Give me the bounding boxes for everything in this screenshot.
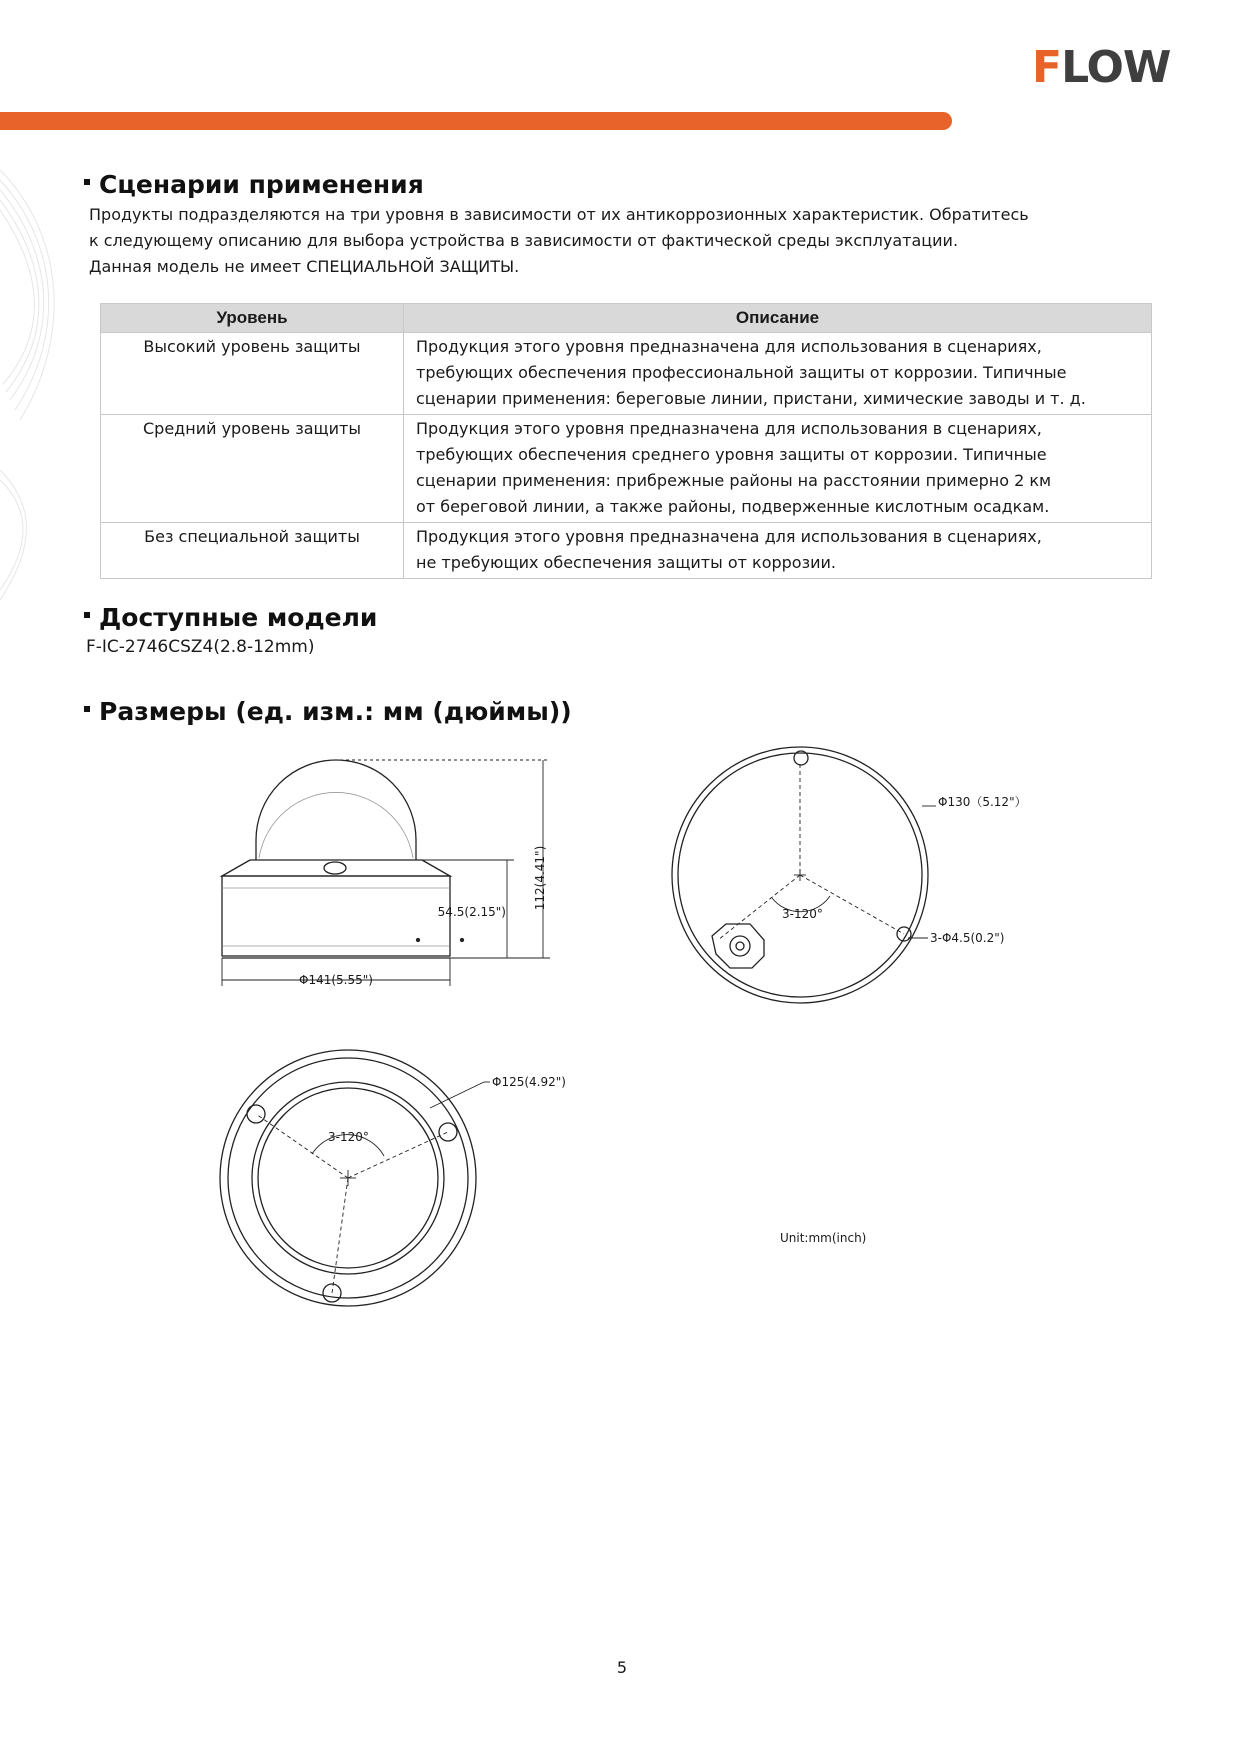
brand-logo: FLOW [1032, 42, 1171, 93]
description-line: сценарии применения: прибрежные районы на расстоянии примерно 2 км [416, 471, 1052, 490]
bottom-view-drawing [208, 1038, 588, 1318]
description-line: от береговой линии, а также районы, подверженные кислотным осадкам. [416, 497, 1050, 516]
model-code: F-IC-2746CSZ4(2.8-12mm) [86, 637, 315, 657]
description-line: требующих обеспечения профессиональной защиты от коррозии. Типичные [416, 363, 1067, 382]
section-title-scenarios: Сценарии применения [84, 170, 424, 199]
dimension-height-total: 112(4.41") [533, 845, 547, 911]
header-accent-bar [0, 112, 952, 130]
table-header-row [101, 304, 1152, 333]
description-line: Продукция этого уровня предназначена для использования в сценариях, [416, 527, 1042, 546]
level-cell: Средний уровень защиты [101, 415, 404, 523]
bullet-icon [84, 612, 90, 618]
bottom-screw [439, 1123, 457, 1141]
intro-paragraph [89, 202, 1089, 280]
intro-line: к следующему описанию для выбора устройства в зависимости от фактической среды эксплуатации. [89, 231, 959, 250]
table-row [101, 333, 1152, 415]
section-title-dimensions: Размеры (ед. изм.: мм (дюймы)) [84, 697, 572, 726]
description-line: Продукция этого уровня предназначена для использования в сценариях, [416, 419, 1042, 438]
dimension-diameter-bottom: Φ125(4.92") [492, 1075, 566, 1089]
table-row [101, 415, 1152, 523]
level-cell: Высокий уровень защиты [101, 333, 404, 415]
page-number: 5 [616, 1658, 628, 1677]
dimension-height-base: 54.5(2.15") [437, 905, 506, 919]
dimension-angle-mount: 3-120° [782, 907, 823, 921]
unit-label: Unit:mm(inch) [780, 1231, 867, 1245]
description-line: Продукция этого уровня предназначена для использования в сценариях, [416, 337, 1042, 356]
dimension-diameter-side: Φ141(5.55") [299, 973, 373, 987]
bottom-screw [323, 1284, 341, 1302]
description-cell [404, 333, 1152, 415]
bullet-icon [84, 706, 90, 712]
dome-outline [256, 760, 416, 860]
dimension-holes: 3-Φ4.5(0.2") [930, 931, 1005, 945]
level-cell: Без специальной защиты [101, 523, 404, 579]
description-cell [404, 415, 1152, 523]
description-line: не требующих обеспечения защиты от коррозии. [416, 553, 836, 572]
unit-note [780, 1228, 900, 1248]
cable-bracket [712, 924, 764, 968]
dimension-diameter-mount: Φ130（5.12"） [938, 795, 1027, 809]
description-line: сценарии применения: береговые линии, пристани, химические заводы и т. д. [416, 389, 1086, 408]
mount-view-drawing [660, 740, 1060, 1020]
column-header-description: Описание [404, 304, 1152, 333]
protection-levels-table [100, 303, 1152, 579]
description-cell [404, 523, 1152, 579]
column-header-level: Уровень [101, 304, 404, 333]
bullet-icon [84, 179, 90, 185]
decorative-lines [0, 0, 110, 640]
description-line: требующих обеспечения среднего уровня защиты от коррозии. Типичные [416, 445, 1047, 464]
intro-line: Данная модель не имеет СПЕЦИАЛЬНОЙ ЗАЩИТЫ. [89, 257, 520, 276]
intro-line: Продукты подразделяются на три уровня в зависимости от их антикоррозионных характеристик. Обратитесь [89, 205, 1029, 224]
dimension-angle-bottom: 3-120° [328, 1130, 369, 1144]
side-view-drawing [200, 748, 560, 998]
table-row [101, 523, 1152, 579]
section-title-models: Доступные модели [84, 603, 377, 632]
